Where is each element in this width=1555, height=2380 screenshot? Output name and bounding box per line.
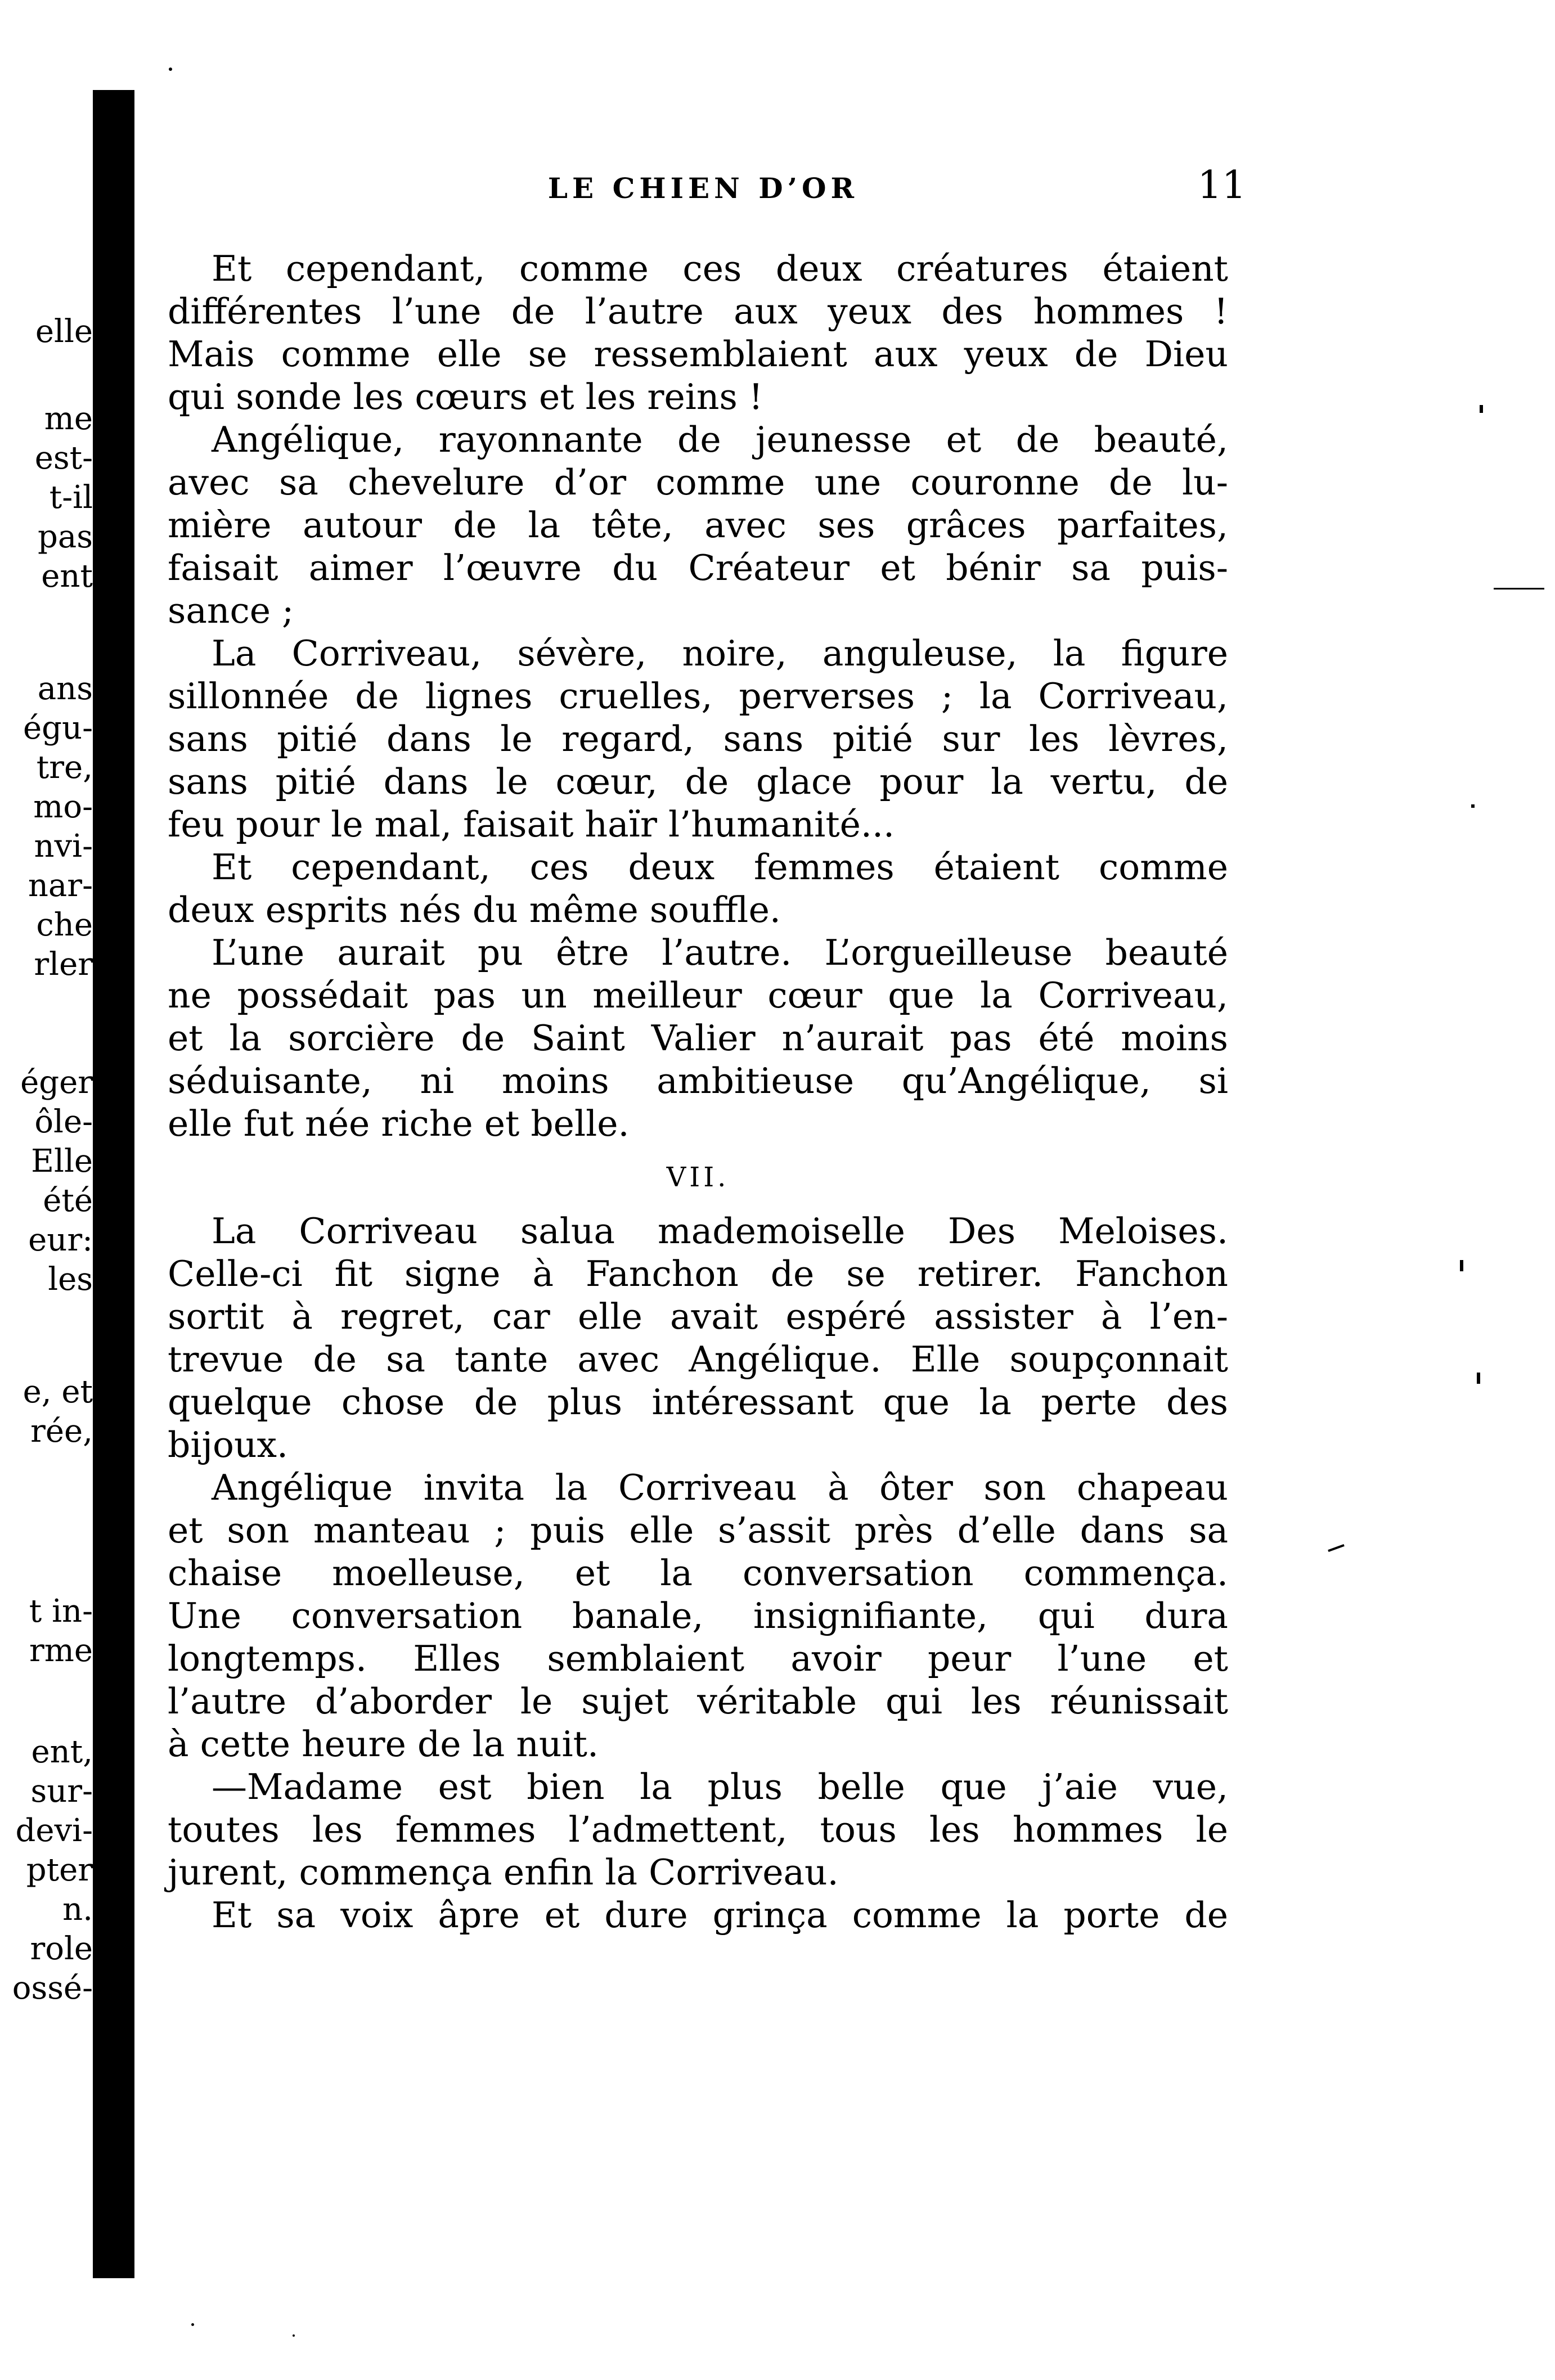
text-line: Et cependant, comme ces deux créatures étaient <box>212 248 1228 289</box>
fragment-line: rme <box>29 1632 93 1669</box>
fragment-line: été <box>43 1182 93 1219</box>
facing-page-fragment <box>0 1373 93 1451</box>
text-line: Mais comme elle se ressemblaient aux yeux de Dieu <box>168 334 1228 375</box>
text-line: l’autre d’aborder le sujet véritable qui les réunissait <box>168 1681 1228 1722</box>
text-line: feu pour le mal, faisait haïr l’humanité... <box>168 804 895 845</box>
text-line: et la sorcière de Saint Valier n’aurait pas été moins <box>168 1018 1228 1059</box>
text-line: La Corriveau salua mademoiselle Des Meloises. <box>212 1211 1228 1252</box>
text-line: Et cependant, ces deux femmes étaient comme <box>212 847 1228 888</box>
fragment-line: che <box>36 907 93 943</box>
facing-page-fragment <box>0 1063 93 1299</box>
text-line: sortit à regret, car elle avait espéré assister à l’en- <box>168 1296 1228 1337</box>
fragment-line: elle <box>35 313 93 350</box>
fragment-line: est- <box>34 440 93 476</box>
fragment-line: ent, <box>31 1734 93 1770</box>
fragment-line: Elle <box>31 1143 93 1180</box>
text-line: à cette heure de la nuit. <box>168 1724 599 1765</box>
text-line: L’une aurait pu être l’autre. L’orgueilleuse beauté <box>212 932 1228 973</box>
text-line: séduisante, ni moins ambitieuse qu’Angélique, si <box>168 1060 1228 1101</box>
scan-speck <box>293 2334 295 2337</box>
fragment-line: nvi- <box>34 828 93 865</box>
fragment-line: ossé- <box>12 1970 93 2006</box>
scan-speck <box>169 68 172 71</box>
fragment-line: ôle- <box>34 1104 93 1140</box>
fragment-line: role <box>30 1931 93 1967</box>
fragment-line: me <box>44 401 93 437</box>
fragment-line: eur: <box>28 1222 93 1258</box>
text-line: différentes l’une de l’autre aux yeux des hommes ! <box>168 291 1228 332</box>
section-heading: VII. <box>666 1162 730 1193</box>
text-line: trevue de sa tante avec Angélique. Elle soupçonnait <box>168 1339 1228 1380</box>
text-line: Et sa voix âpre et dure grinça comme la porte de <box>212 1895 1228 1936</box>
text-line: chaise moelleuse, et la conversation commença. <box>168 1553 1228 1594</box>
margin-mark <box>1477 1373 1480 1384</box>
margin-mark <box>1328 1544 1345 1552</box>
text-line: deux esprits nés du même souffle. <box>168 889 781 930</box>
text-line: qui sonde les cœurs et les reins ! <box>168 376 763 417</box>
text-line: avec sa chevelure d’or comme une couronne de lu- <box>168 462 1228 503</box>
text-line: et son manteau ; puis elle s’assit près d’elle dans sa <box>168 1510 1228 1551</box>
text-line: Angélique, rayonnante de jeunesse et de beauté, <box>212 419 1228 460</box>
fragment-line: t-il <box>49 479 93 516</box>
text-line: Angélique invita la Corriveau à ôter son chapeau <box>212 1467 1228 1508</box>
text-line: sans pitié dans le regard, sans pitié sur les lèvres, <box>168 718 1228 759</box>
fragment-line: devi- <box>15 1812 93 1849</box>
facing-page-fragment <box>0 669 93 984</box>
text-line: —Madame est bien la plus belle que j’aie vue, <box>212 1766 1228 1807</box>
margin-mark <box>1471 804 1475 808</box>
text-line: bijoux. <box>168 1424 289 1465</box>
text-line: ne possédait pas un meilleur cœur que la Corriveau, <box>168 975 1228 1016</box>
facing-page-fragment <box>0 1733 93 2008</box>
facing-page-fragment <box>0 1592 93 1671</box>
text-line: sans pitié dans le cœur, de glace pour la vertu, de <box>168 761 1228 802</box>
text-line: sance ; <box>168 590 294 631</box>
text-line: jurent, commença enfin la Corriveau. <box>168 1852 839 1893</box>
fragment-line: n. <box>62 1891 93 1928</box>
fragment-line: pas <box>38 519 93 555</box>
margin-mark <box>1494 588 1544 590</box>
text-line: toutes les femmes l’admettent, tous les hommes le <box>168 1809 1228 1850</box>
margin-mark <box>1480 405 1483 413</box>
fragment-line: rée, <box>30 1413 93 1450</box>
fragment-line: pter <box>26 1852 93 1888</box>
text-line: longtemps. Elles semblaient avoir peur l’une et <box>168 1638 1228 1679</box>
fragment-line: égu- <box>23 710 93 746</box>
text-line: Celle-ci fit signe à Fanchon de se retirer. Fanchon <box>168 1253 1228 1294</box>
text-line: La Corriveau, sévère, noire, anguleuse, la figure <box>212 633 1228 674</box>
fragment-line: les <box>48 1261 93 1298</box>
fragment-line: nar- <box>28 867 93 904</box>
text-line: faisait aimer l’œuvre du Créateur et bénir sa puis- <box>168 547 1228 588</box>
fragment-line: rler <box>34 946 93 983</box>
fragment-line: mo- <box>33 789 93 825</box>
body-text <box>168 248 1228 1937</box>
facing-page-fragment <box>0 312 93 352</box>
page-number: 11 <box>1197 163 1246 208</box>
fragment-line: ans <box>37 671 93 707</box>
fragment-line: ent <box>41 558 93 595</box>
text-line: quelque chose de plus intéressant que la perte des <box>168 1382 1228 1423</box>
fragment-line: e, et <box>23 1374 93 1410</box>
fragment-line: sur- <box>30 1773 93 1810</box>
text-line: mière autour de la tête, avec ses grâces parfaites, <box>168 505 1228 546</box>
facing-page-fragment <box>0 399 93 596</box>
fragment-line: tre, <box>36 749 93 786</box>
margin-mark <box>1460 1260 1463 1271</box>
binding-gutter <box>93 90 134 2278</box>
fragment-line: t in- <box>29 1593 93 1630</box>
text-line: Une conversation banale, insignifiante, qui dura <box>168 1595 1228 1636</box>
fragment-line: éger <box>20 1064 93 1101</box>
scan-speck <box>191 2323 194 2326</box>
running-title: LE CHIEN D’OR <box>547 172 859 205</box>
text-line: sillonnée de lignes cruelles, perverses ; la Corriveau, <box>168 676 1228 717</box>
text-line: elle fut née riche et belle. <box>168 1103 630 1144</box>
